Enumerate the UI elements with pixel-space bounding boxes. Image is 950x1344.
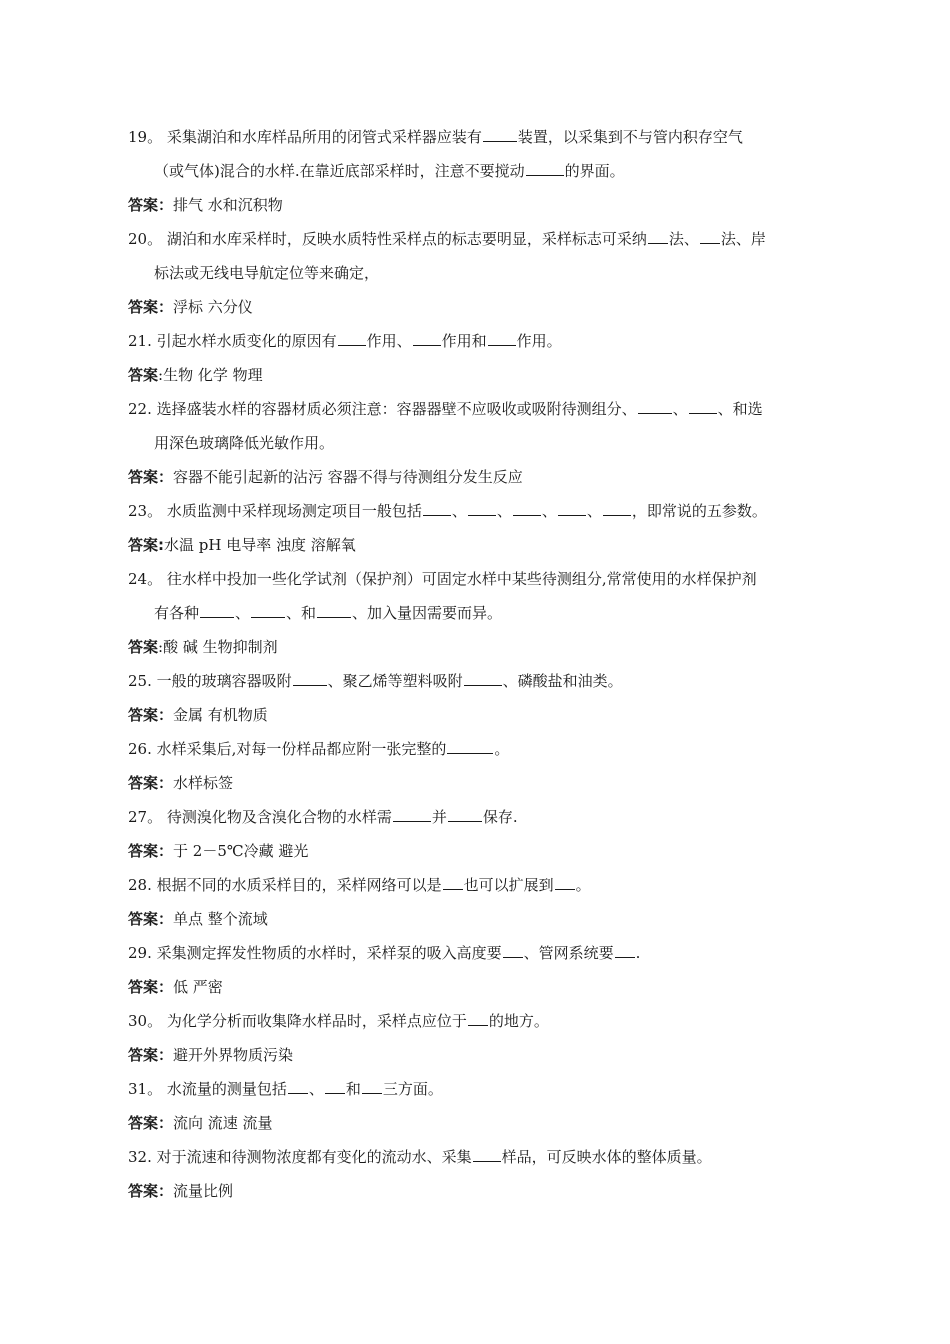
answer-32: 答案：流量比例 xyxy=(128,1182,234,1200)
blank xyxy=(413,329,441,346)
blank xyxy=(603,499,631,516)
question-29: 29. 采集测定挥发性物质的水样时，采样泵的吸入高度要 、管网系统要 . xyxy=(128,936,828,970)
question-22: 22. 选择盛装水样的容器材质必须注意：容器器壁不应吸收或吸附待测组分、 、 、和选 xyxy=(128,392,828,426)
question-26: 26. 水样采集后,对每一份样品都应附一张完整的 。 xyxy=(128,732,828,766)
answer-22: 答案：容器不能引起新的沾污 容器不得与待测组分发生反应 xyxy=(128,468,523,486)
blank xyxy=(443,873,463,890)
blank xyxy=(503,941,523,958)
question-31: 31。 水流量的测量包括 、 和 三方面。 xyxy=(128,1072,828,1106)
answer-29: 答案：低 严密 xyxy=(128,978,223,996)
answer-31: 答案：流向 流速 流量 xyxy=(128,1114,273,1132)
blank xyxy=(615,941,635,958)
question-22-cont: 用深色玻璃降低光敏作用。 xyxy=(154,434,335,452)
blank xyxy=(423,499,451,516)
blank xyxy=(555,873,575,890)
blank xyxy=(447,737,493,754)
answer-27: 答案：于 2－5℃冷藏 避光 xyxy=(128,842,309,860)
question-list xyxy=(128,120,828,1208)
answer-24: 答案:酸 碱 生物抑制剂 xyxy=(128,638,278,656)
blank xyxy=(448,805,482,822)
answer-28: 答案：单点 整个流域 xyxy=(128,910,268,928)
answer-20: 答案：浮标 六分仪 xyxy=(128,298,253,316)
blank xyxy=(317,601,351,618)
blank xyxy=(648,227,668,244)
question-24-cont: 有各种 、 、和 、加入量因需要而异。 xyxy=(128,596,828,630)
blank xyxy=(700,227,720,244)
answer-21: 答案:生物 化学 物理 xyxy=(128,366,263,384)
question-32: 32. 对于流速和待测物浓度都有变化的流动水、采集 样品，可反映水体的整体质量。 xyxy=(128,1140,828,1174)
question-19: 19。 采集湖泊和水库样品所用的闭管式采样器应装有 装置，以采集到不与管内积存空气 xyxy=(128,120,828,154)
answer-26: 答案：水样标签 xyxy=(128,774,234,792)
blank xyxy=(468,1009,488,1026)
blank xyxy=(362,1077,382,1094)
blank xyxy=(393,805,431,822)
blank xyxy=(251,601,285,618)
blank xyxy=(468,499,496,516)
answer-25: 答案：金属 有机物质 xyxy=(128,706,268,724)
question-30: 30。 为化学分析而收集降水样品时，采样点应位于 的地方。 xyxy=(128,1004,828,1038)
blank xyxy=(638,397,672,414)
blank xyxy=(488,329,516,346)
blank xyxy=(483,125,517,142)
blank xyxy=(473,1145,501,1162)
answer-19: 答案：排气 水和沉积物 xyxy=(128,196,283,214)
blank xyxy=(689,397,717,414)
question-24: 24。 往水样中投加一些化学试剂（保护剂）可固定水样中某些待测组分,常常使用的水样保护剂 xyxy=(128,570,757,588)
blank xyxy=(338,329,366,346)
question-21: 21. 引起水样水质变化的原因有 作用、 作用和 作用。 xyxy=(128,324,828,358)
question-23: 23。 水质监测中采样现场测定项目一般包括 、 、 、 、 ，即常说的五参数。 xyxy=(128,494,828,528)
blank xyxy=(513,499,541,516)
question-19-cont: （或气体)混合的水样.在靠近底部采样时，注意不要搅动 的界面。 xyxy=(128,154,828,188)
blank xyxy=(558,499,586,516)
question-27: 27。 待测溴化物及含溴化合物的水样需 并 保存. xyxy=(128,800,828,834)
question-25: 25. 一般的玻璃容器吸附 、聚乙烯等塑料吸附 、磷酸盐和油类。 xyxy=(128,664,828,698)
blank xyxy=(464,669,502,686)
answer-23: 答案:水温 pH 电导率 浊度 溶解氧 xyxy=(128,536,356,554)
blank xyxy=(293,669,327,686)
question-28: 28. 根据不同的水质采样目的，采样网络可以是 也可以扩展到 。 xyxy=(128,868,828,902)
answer-30: 答案：避开外界物质污染 xyxy=(128,1046,294,1064)
blank xyxy=(200,601,234,618)
question-20-cont: 标法或无线电导航定位等来确定， xyxy=(154,264,380,282)
question-20: 20。 湖泊和水库采样时，反映水质特性采样点的标志要明显，采样标志可采纳 法、 法、岸 xyxy=(128,222,828,256)
blank xyxy=(526,159,564,176)
blank xyxy=(325,1077,345,1094)
blank xyxy=(288,1077,308,1094)
